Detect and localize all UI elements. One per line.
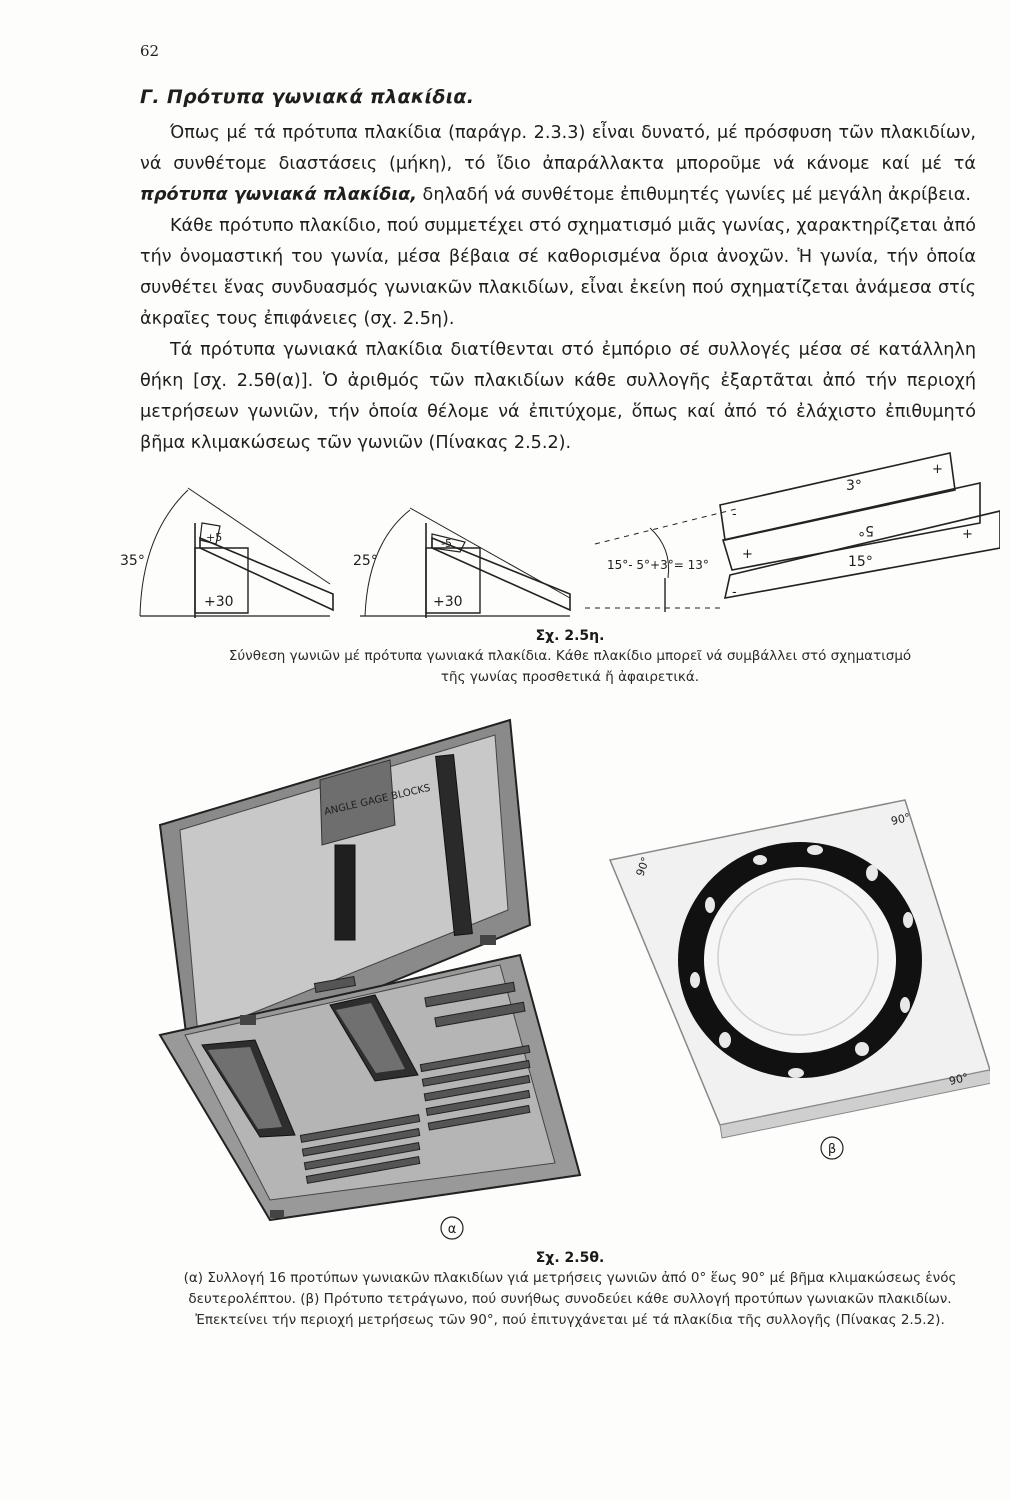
figure-2-5theta-caption: [140, 1250, 1000, 1331]
precision-square: [610, 800, 990, 1138]
diagram-c-middle-block: 5°: [858, 522, 874, 538]
diagram-c-plus-sign: +: [932, 462, 943, 477]
figure-2-5theta-text: (α) Συλλογή 16 προτύπων γωνιακῶν πλακιδίων γιά μετρήσεις γωνιῶν ἀπό 0° ἕως 90° μέ βῆμα κλιμακώσεως ἑνός δευτερολέπτου. (β) Πρότυπο τετράγωνο, πού συνήθως συνοδεύει κάθε συλλογή προτύπων γωνιακῶν πλακιδίων. Ἐπεκτείνει τήν περιοχή μετρήσεως τῶν 90°, πού ἐπιτυγχάνεται μέ τά πλακίδια τῆς συλλογῆς (Πίνακας 2.5.2).: [183, 1270, 957, 1328]
page-number: 62: [140, 42, 160, 60]
diagram-c-top-block: 3°: [846, 478, 862, 494]
diagram-b-angle: 25°: [353, 553, 378, 569]
figure-2-5eta-text: Σύνθεση γωνιῶν μέ πρότυπα γωνιακά πλακίδια. Κάθε πλακίδιο μπορεῖ νά συμβάλλει στό σχηματισμό τῆς γωνίας προσθετικά ἤ ἀφαιρετικά.: [228, 648, 912, 685]
square-mark-top: 90°: [889, 810, 912, 828]
paragraph-3: Τά πρότυπα γωνιακά πλακίδια διατίθενται στό ἐμπόριο σέ συλλογές μέσα σέ κατάλληλη θήκη [σχ. 2.5θ(α)]. Ὁ ἀριθμός τῶν πλακιδίων κάθε συλλογῆς ἐξαρτᾶται ἀπό τήν περιοχή μετρήσεων γωνιῶν, τήν ὁποία θέλομε νά ἐπιτύχομε, ὅπως καί ἀπό τό ἐλάχιστο ἐπιθυμητό βῆμα κλιμακώσεως τῶν γωνιῶν (Πίνακας 2.5.2).: [140, 340, 976, 453]
figure-2-5theta: [150, 705, 990, 1245]
diagram-a-base-label: +30: [204, 594, 234, 610]
diagram-c-plus-sign-2: +: [962, 527, 973, 542]
paragraph-2: Κάθε πρότυπο πλακίδιο, πού συμμετέχει στό σχηματισμό μιᾶς γωνίας, χαρακτηρίζεται ἀπό τήν ὀνομαστική του γωνία, μέσα βέβαια σέ καθορισμένα ὅρια ἀνοχῶν. Ἡ γωνία, τήν ὁποία συνθέτει ἕνας συνδυασμός γωνιακῶν πλακιδίων, εἶναι ἐκείνη πού σχηματίζεται ἀνάμεσα στίς ἀκραῖες τους ἐπιφάνειες (σχ. 2.5η).: [140, 216, 976, 329]
label-alpha: α: [447, 1222, 457, 1237]
figure-2-5eta-label: Σχ. 2.5η.: [535, 628, 605, 644]
section-title: Γ. Πρότυπα γωνιακά πλακίδια.: [140, 86, 475, 108]
diagram-b: [360, 508, 570, 618]
diagram-c-minus-sign-2: -: [732, 585, 737, 600]
diagram-c-bottom-block: 15°: [848, 554, 873, 570]
diagram-a-block-label: +5: [206, 531, 223, 544]
diagram-b-block-label: -5: [441, 537, 452, 550]
diagram-b-base-label: +30: [433, 594, 463, 610]
square-mark-left: 90°: [633, 855, 653, 879]
diagram-a: [140, 488, 333, 618]
angle-composition-diagram: [120, 448, 1000, 628]
paragraph-1: Όπως μέ τά πρότυπα πλακίδια (παράγρ. 2.3.3) εἶναι δυνατό, μέ πρόσφυση τῶν πλακιδίων, νά συνθέτομε διαστάσεις (μήκη), τό ἴδιο ἀπαράλλακτα μποροῦμε νά κάνομε καί μέ τά πρότυπα γωνιακά πλακίδια, δηλαδή νά συνθέτομε ἐπιθυμητές γωνίες μέ μεγάλη ἀκρίβεια.: [140, 123, 976, 205]
diagram-c-plus-sign-3: +: [742, 547, 753, 562]
figure-2-5eta: [120, 448, 1000, 628]
gauge-collection-illustration: [150, 705, 990, 1245]
square-mark-bottom: 90°: [947, 1070, 970, 1088]
figure-2-5eta-caption: [140, 628, 1000, 688]
diagram-c-minus-sign: -: [732, 507, 737, 522]
label-beta: β: [827, 1142, 837, 1157]
emphasis-term: πρότυπα γωνιακά πλακίδια,: [140, 185, 417, 205]
figure-2-5theta-label: Σχ. 2.5θ.: [535, 1250, 605, 1266]
body-text: [140, 118, 976, 459]
case-lid-text: ANGLE GAGE BLOCKS: [323, 782, 432, 818]
diagram-c-equation: 15°- 5°+3°= 13°: [607, 558, 709, 572]
diagram-a-angle: 35°: [120, 553, 145, 569]
angle-gauge-case: [160, 720, 580, 1220]
